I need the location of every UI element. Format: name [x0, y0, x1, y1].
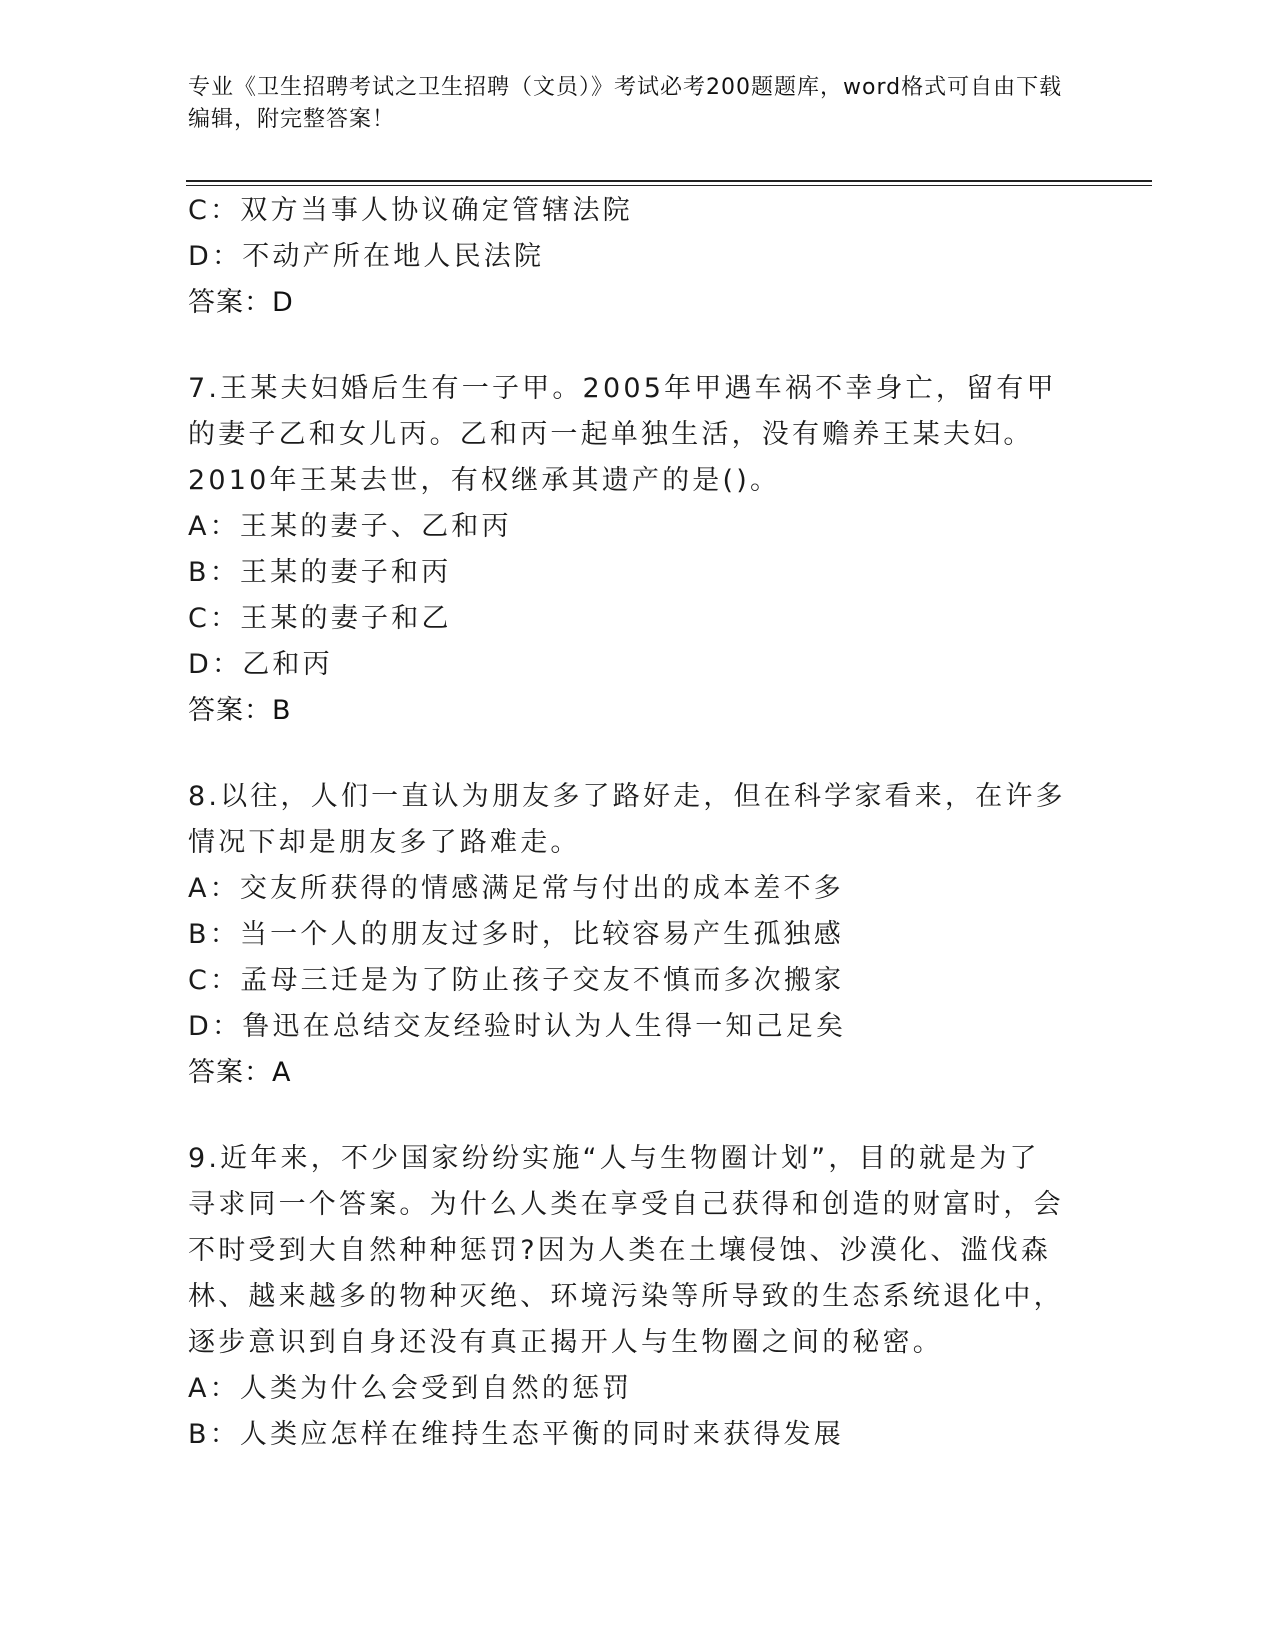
option-b: B：人类应怎样在维持生态平衡的同时来获得发展 [188, 1419, 844, 1450]
question-8 [188, 774, 1068, 1096]
option-a: A：人类为什么会受到自然的惩罚 [188, 1373, 633, 1404]
option-a: A：交友所获得的情感满足常与付出的成本差不多 [188, 873, 844, 904]
option-d: D：鲁迅在总结交友经验时认为人生得一知己足矣 [188, 1011, 847, 1042]
header-divider [186, 180, 1152, 182]
option-c: C：孟母三迁是为了防止孩子交友不慎而多次搬家 [188, 965, 845, 996]
answer-line: 答案：B [188, 695, 292, 726]
carryover-question [188, 188, 1068, 326]
option-b: B：王某的妻子和丙 [188, 557, 452, 588]
answer-line: 答案：D [188, 287, 294, 318]
option-d: D：不动产所在地人民法院 [188, 241, 545, 272]
option-d: D：乙和丙 [188, 649, 333, 680]
answer-line: 答案：A [188, 1057, 292, 1088]
question-9 [188, 1136, 1068, 1458]
header-divider-thin [186, 185, 1152, 186]
option-c: C：王某的妻子和乙 [188, 603, 452, 634]
page-header: 专业《卫生招聘考试之卫生招聘（文员）》考试必考200题题库，word格式可自由下载编辑，附完整答案！ [188, 75, 1063, 132]
question-7 [188, 366, 1068, 734]
question-stem: 8.以往，人们一直认为朋友多了路好走，但在科学家看来，在许多情况下却是朋友多了路难走。 [188, 781, 1066, 858]
question-list [188, 188, 1068, 1458]
option-b: B：当一个人的朋友过多时，比较容易产生孤独感 [188, 919, 844, 950]
question-stem: 7.王某夫妇婚后生有一子甲。2005年甲遇车祸不幸身亡，留有甲的妻子乙和女儿丙。乙和丙一起单独生活，没有赡养王某夫妇。2010年王某去世，有权继承其遗产的是()。 [188, 373, 1057, 496]
option-a: A：王某的妻子、乙和丙 [188, 511, 512, 542]
option-c: C：双方当事人协议确定管辖法院 [188, 195, 633, 226]
question-stem: 9.近年来，不少国家纷纷实施“人与生物圈计划”，目的就是为了寻求同一个答案。为什么人类在享受自己获得和创造的财富时，会不时受到大自然种种惩罚?因为人类在土壤侵蚀、沙漠化、滥伐森林、越来越多的物种灭绝、环境污染等所导致的生态系统退化中，逐步意识到自身还没有真正揭开人与生物圈之间的秘密。 [188, 1143, 1064, 1358]
